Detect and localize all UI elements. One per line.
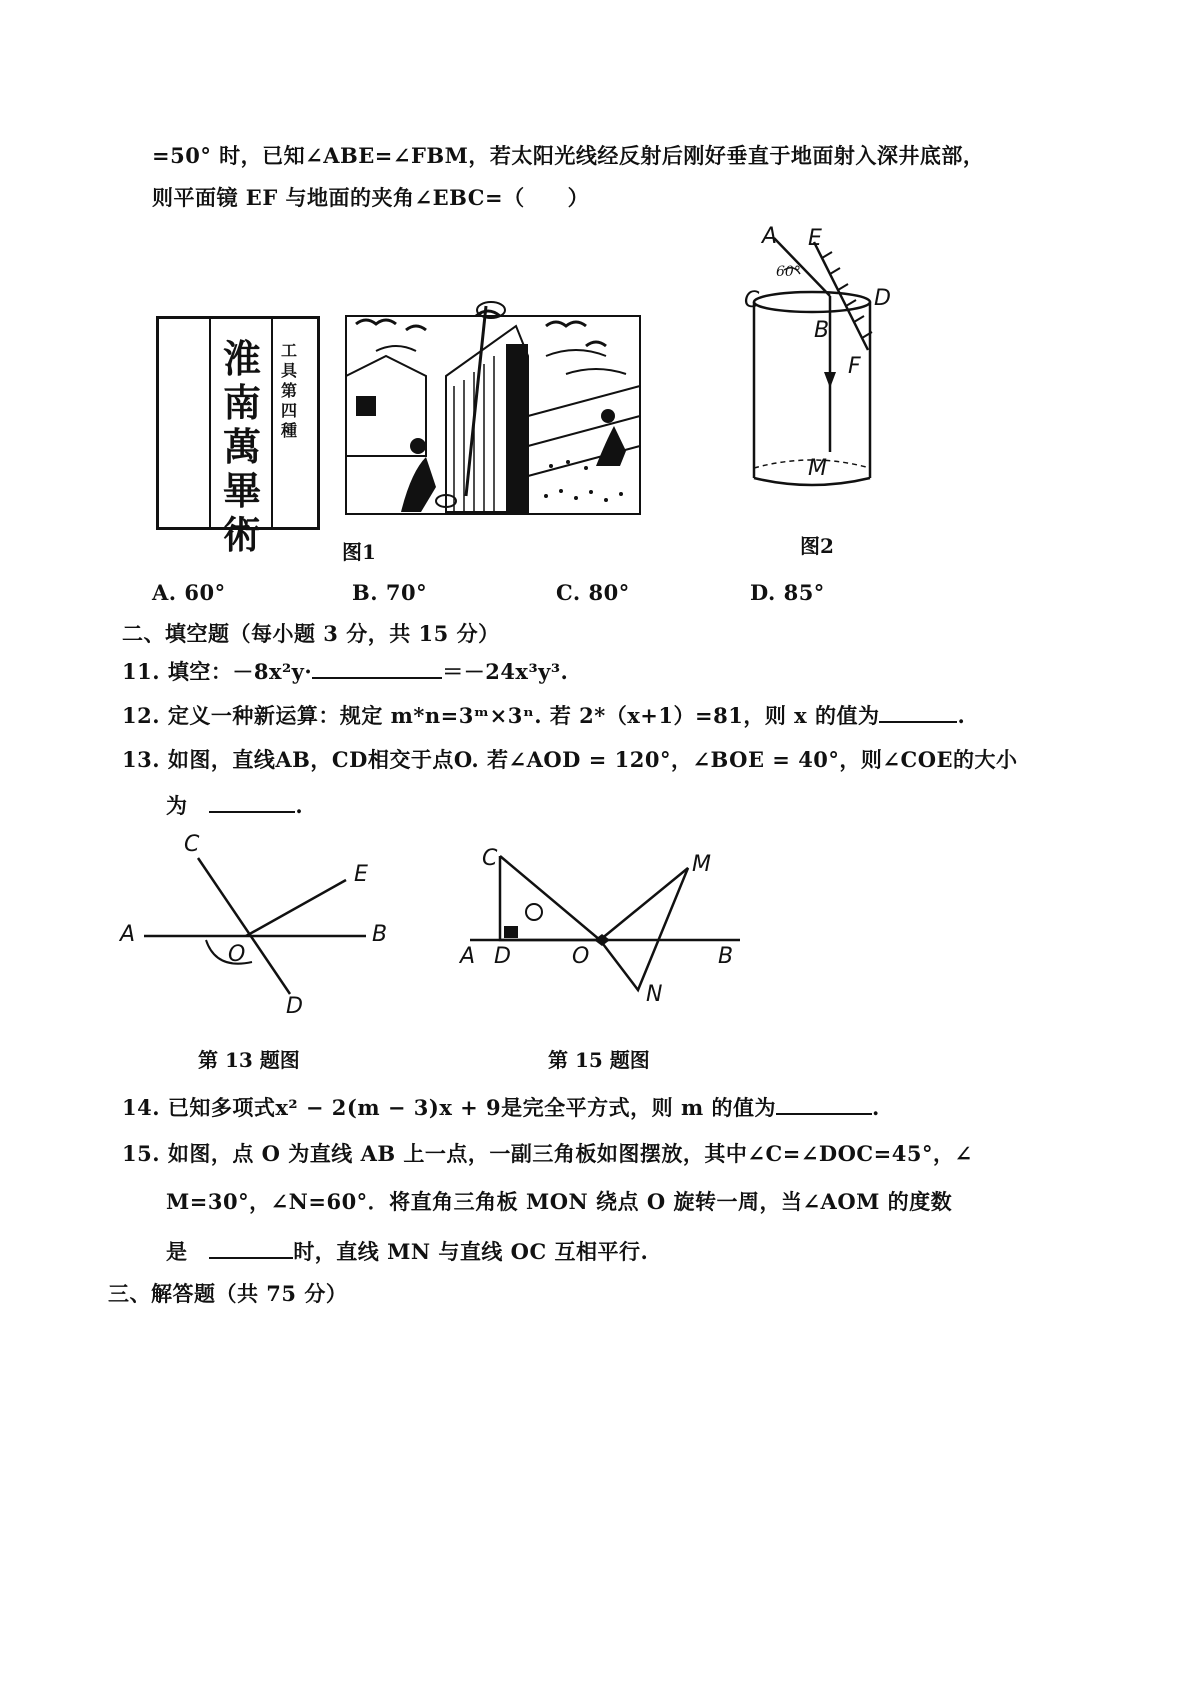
q13-line2 — [166, 790, 303, 820]
q13-answer-blank — [209, 791, 295, 813]
q13-line2-suffix: . — [295, 793, 304, 818]
q11-suffix: ＝－24x³y³. — [442, 659, 569, 684]
q15-line3-prefix: 是 — [166, 1239, 188, 1264]
q13-line2-prefix: 为 — [166, 793, 188, 818]
q12-answer-blank — [879, 701, 957, 723]
q15-label-N: N — [646, 982, 663, 1007]
q13-line1: 13. 如图，直线AB，CD相交于点O. 若∠AOD = 120°，∠BOE = 40°，则∠COE的大小 — [122, 747, 1018, 772]
q14-answer-blank — [776, 1093, 872, 1115]
fig2-label-M: M — [808, 456, 827, 481]
q14 — [122, 1092, 880, 1122]
q14-prefix: 14. 已知多项式x² − 2(m − 3)x + 9是完全平方式，则 m 的值为 — [122, 1095, 777, 1120]
q10-line2: 则平面镜 EF 与地面的夹角∠EBC=（ ） — [152, 185, 590, 210]
q15-label-B: B — [718, 944, 734, 969]
q15-label-A: A — [460, 944, 476, 969]
q15-label-D: D — [494, 944, 511, 969]
q13-label-A: A — [120, 922, 136, 947]
q14-suffix: . — [872, 1095, 880, 1120]
q12-suffix: . — [957, 703, 966, 728]
fig2-label-A: A — [762, 224, 778, 249]
fig2-angle-label: 60° — [776, 264, 801, 280]
q13-label-D: D — [286, 994, 303, 1019]
option-b: B. 70° — [352, 580, 428, 605]
q15-line1: 15. 如图，点 O 为直线 AB 上一点，一副三角板如图摆放，其中∠C=∠DOC=45°，∠ — [122, 1141, 973, 1166]
q15-line2: M=30°，∠N=60°．将直角三角板 MON 绕点 O 旋转一周，当∠AOM 的度数 — [166, 1189, 953, 1214]
q12 — [122, 700, 965, 730]
fig2-caption: 图2 — [800, 534, 834, 558]
q11-answer-blank — [312, 657, 442, 679]
book-cover-illustration — [156, 316, 320, 557]
q15-line3 — [166, 1236, 648, 1266]
section3-title: 三、解答题（共 75 分） — [108, 1281, 348, 1306]
q13-label-O: O — [228, 942, 246, 967]
book-title: 淮南萬畢術 — [222, 336, 261, 557]
q15-label-M: M — [692, 852, 711, 877]
ancient-mirror-engraving-illustration — [346, 296, 642, 516]
q15-label-C: C — [482, 846, 498, 871]
book-subtitle: 工具第四種 — [280, 341, 297, 440]
option-a: A. 60° — [152, 580, 226, 605]
q15-answer-blank — [209, 1237, 293, 1259]
option-d: D. 85° — [750, 580, 825, 605]
fig2-label-E: E — [808, 226, 822, 251]
section2-title: 二、填空题（每小题 3 分，共 15 分） — [122, 621, 500, 646]
fig1-caption: 图1 — [342, 540, 376, 564]
fig2-label-C: C — [744, 288, 760, 313]
q10-line1: =50° 时，已知∠ABE=∠FBM，若太阳光线经反射后刚好垂直于地面射入深井底部， — [152, 143, 985, 168]
q12-prefix: 12. 定义一种新运算：规定 m*n=3ᵐ×3ⁿ. 若 2*（x+1）=81，则 x 的值为 — [122, 703, 880, 728]
q13-figure — [130, 830, 400, 1020]
option-c: C. 80° — [556, 580, 630, 605]
q13-label-C: C — [184, 832, 200, 857]
fig2-label-D: D — [874, 286, 891, 311]
q15-caption: 第 15 题图 — [548, 1048, 650, 1072]
q13-caption: 第 13 题图 — [198, 1048, 300, 1072]
q13-label-B: B — [372, 922, 388, 947]
q15-label-O: O — [572, 944, 590, 969]
fig2-label-F: F — [848, 354, 861, 379]
q11-prefix: 11. 填空：－8x²y· — [122, 659, 313, 684]
q15-line3-suffix: 时，直线 MN 与直线 OC 互相平行. — [293, 1239, 649, 1264]
fig2-label-B: B — [814, 318, 830, 343]
q11 — [122, 656, 568, 686]
q13-label-E: E — [354, 862, 368, 887]
